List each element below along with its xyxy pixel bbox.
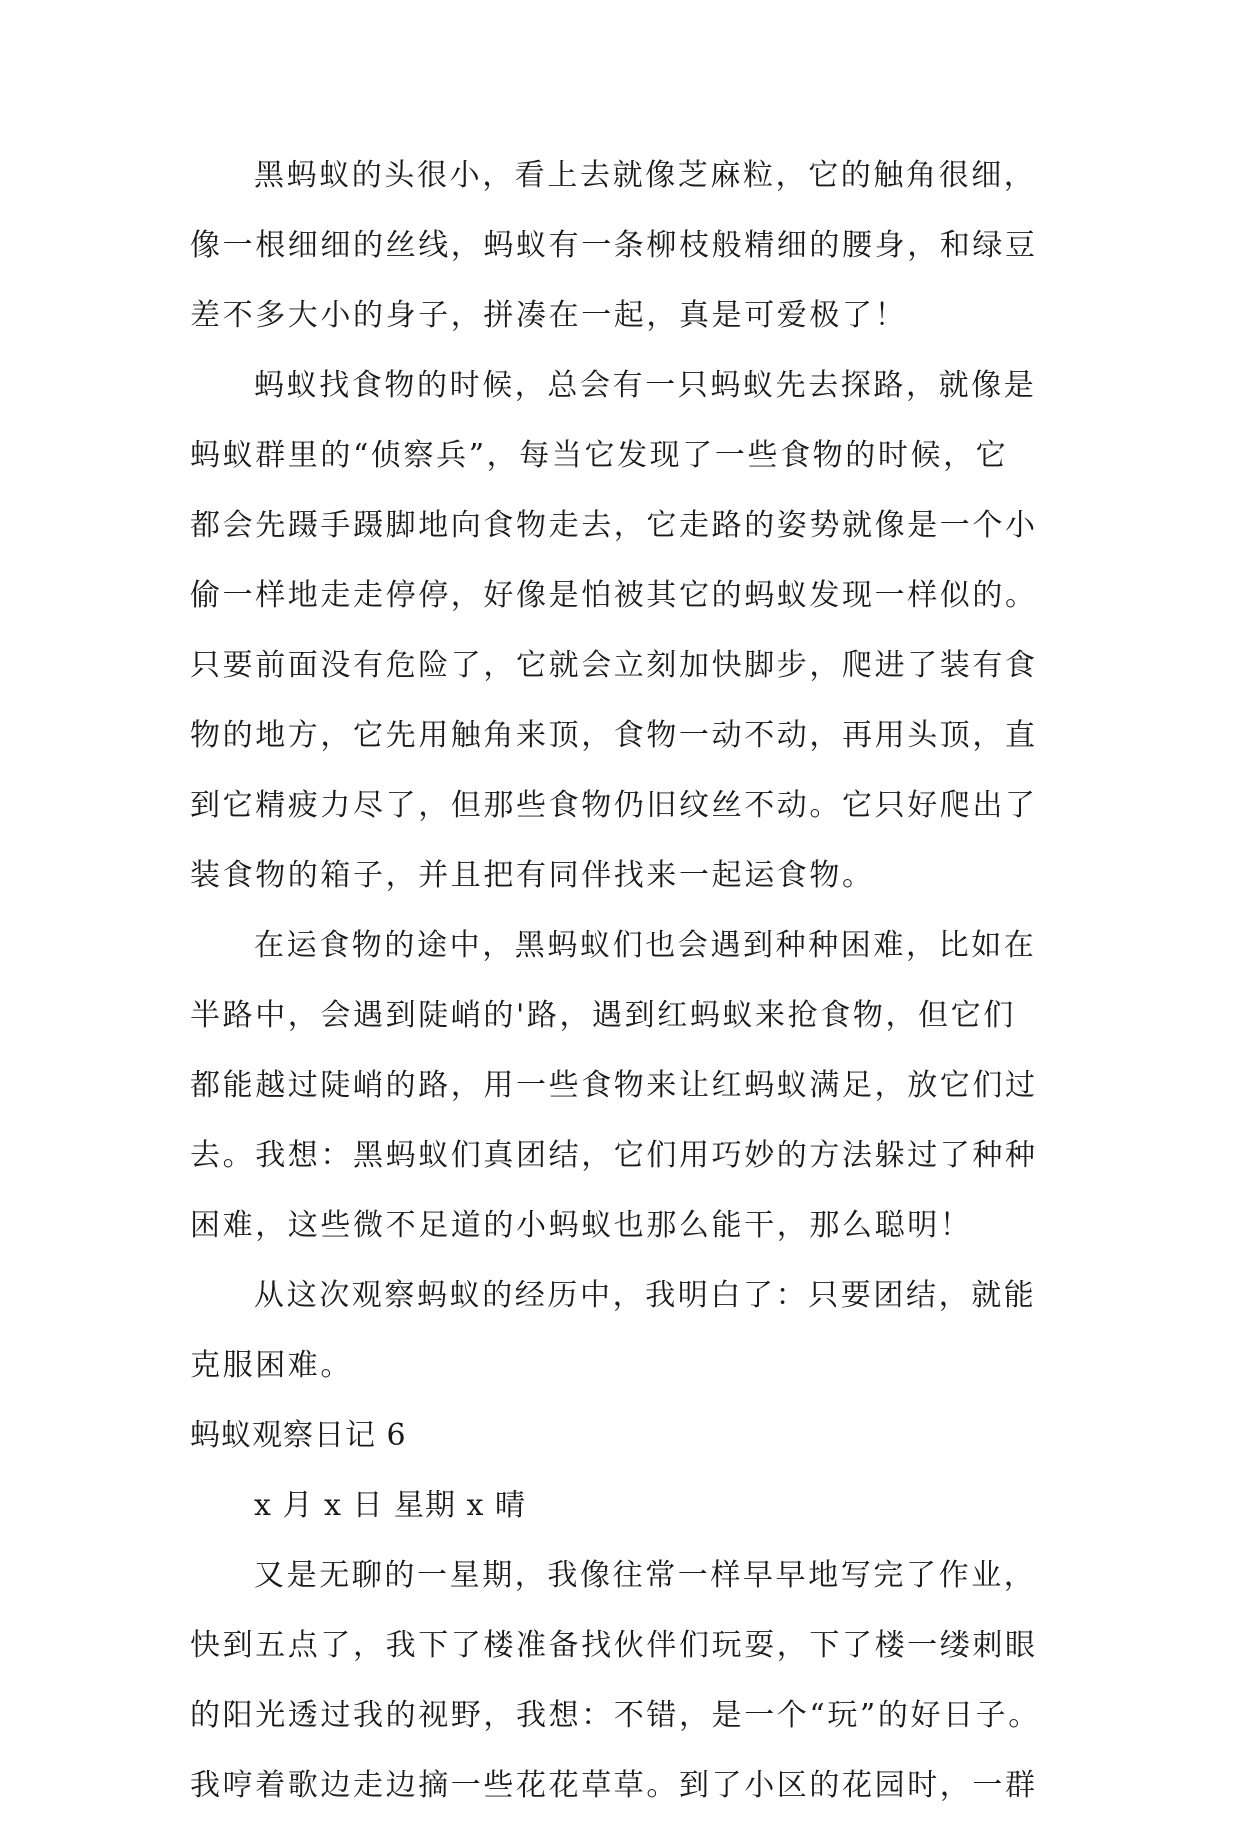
text-line: 装食物的箱子，并且把有同伴找来一起运食物。 [190, 858, 875, 893]
text-line: 快到五点了，我下了楼准备找伙伴们玩耍，下了楼一缕刺眼 [190, 1628, 1038, 1663]
text-line: 差不多大小的身子，拼凑在一起，真是可爱极了！ [190, 298, 908, 333]
text-line: 蚂蚁群里的“侦察兵”，每当它发现了一些食物的时候，它 [190, 438, 1009, 473]
text-line: 都会先蹑手蹑脚地向食物走去，它走路的姿势就像是一个小 [190, 508, 1038, 543]
text-line: 像一根细细的丝线，蚂蚁有一条柳枝般精细的腰身，和绿豆 [190, 228, 1038, 263]
text-line: 去。我想：黑蚂蚁们真团结，它们用巧妙的方法躲过了种种 [190, 1138, 1038, 1173]
text-line: 都能越过陡峭的路，用一些食物来让红蚂蚁满足，放它们过 [190, 1068, 1038, 1103]
text-line: 又是无聊的一星期，我像往常一样早早地写完了作业， [254, 1558, 1037, 1593]
date-line: x 月 x 日 星期 x 晴 [254, 1488, 526, 1523]
text-line: 在运食物的途中，黑蚂蚁们也会遇到种种困难，比如在 [254, 928, 1037, 963]
text-line: 的阳光透过我的视野，我想：不错，是一个“玩”的好日子。 [190, 1698, 1041, 1733]
text-line: 克服困难。 [190, 1348, 353, 1383]
text-line: 黑蚂蚁的头很小，看上去就像芝麻粒，它的触角很细， [254, 158, 1037, 193]
text-line: 困难，这些微不足道的小蚂蚁也那么能干，那么聪明！ [190, 1208, 973, 1243]
text-line: 物的地方，它先用触角来顶，食物一动不动，再用头顶，直 [190, 718, 1038, 753]
text-line: 我哼着歌边走边摘一些花花草草。到了小区的花园时，一群 [190, 1768, 1038, 1803]
text-line: 偷一样地走走停停，好像是怕被其它的蚂蚁发现一样似的。 [190, 578, 1038, 613]
text-line: 从这次观察蚂蚁的经历中，我明白了：只要团结，就能 [254, 1278, 1037, 1313]
text-line: 半路中，会遇到陡峭的'路，遇到红蚂蚁来抢食物，但它们 [190, 998, 1016, 1033]
document-body [190, 156, 1055, 1828]
text-line: 蚂蚁找食物的时候，总会有一只蚂蚁先去探路，就像是 [254, 368, 1037, 403]
section-heading: 蚂蚁观察日记 6 [190, 1418, 407, 1453]
text-line: 到它精疲力尽了，但那些食物仍旧纹丝不动。它只好爬出了 [190, 788, 1038, 823]
text-line: 只要前面没有危险了，它就会立刻加快脚步，爬进了装有食 [190, 648, 1038, 683]
